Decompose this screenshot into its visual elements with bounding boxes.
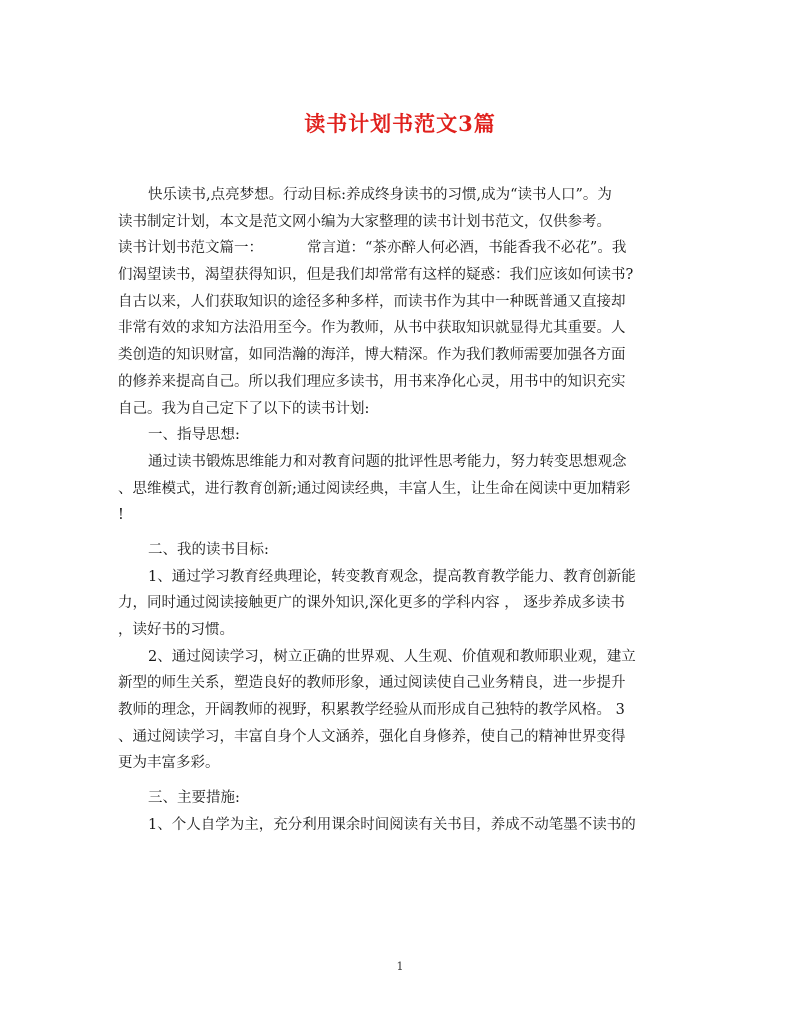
para-line: 通过读书锻炼思维能力和对教育问题的批评性思考能力，努力转变思想观念 [148,453,627,470]
goal1-line: ，读好书的习惯。 [118,622,234,638]
para-line: ! [118,507,124,524]
document-body [118,182,686,839]
goal2-line: 教师的理念，开阔教师的视野，积累教学经验从而形成自己独特的教学风格。 3 [118,702,625,719]
section1-line: 自己。我为自己定下了以下的读书计划: [118,400,370,417]
goal2-line: 更为丰富多彩。 [118,755,220,772]
heading-reading-goals: 二、我的读书目标: [148,541,269,558]
section1-line: 非常有效的求知方法沿用至今。作为教师，从书中获取知识就显得尤其重要。人 [118,320,626,337]
section1-line: 自古以来，人们获取知识的途径多种多样，而读书作为其中一种既普通又直接却 [118,293,626,310]
document-title: 读书计划书范文3篇 [304,111,496,136]
goal2-line: 新型的师生关系，塑造良好的教师形象，通过阅读使自己业务精良，进一步提升 [118,675,626,692]
goal2-line: 、通过阅读学习，丰富自身个人文涵养，强化自身修养，使自己的精神世界变得 [118,728,626,745]
section1-first-text: 常言道：“茶亦醉人何必酒，书能香我不必花”。我 [307,240,627,257]
goal1-line: 1、通过学习教育经典理论，转变教育观念，提高教育教学能力、教育创新能 [148,568,636,585]
heading-main-measures: 三、主要措施: [148,790,240,807]
section1-line: 类创造的知识财富，如同浩瀚的海洋，博大精深。作为我们教师需要加强各方面 [118,347,626,364]
para-line: 、思维模式，进行教育创新;通过阅读经典，丰富人生，让生命在阅读中更加精彩 [118,480,631,497]
goal2-line: 2、通过阅读学习，树立正确的世界观、人生观、价值观和教师职业观，建立 [148,648,636,665]
measure1-line: 1、个人自学为主，充分利用课余时间阅读有关书目，养成不动笔墨不读书的 [148,816,636,833]
section1-label: 读书计划书范文篇一： [118,240,263,257]
section1-line: 的修养来提高自己。所以我们理应多读书，用书来净化心灵，用书中的知识充实 [118,373,626,390]
section1-first-line [118,235,686,262]
intro-line: 读书制定计划，本文是范文网小编为大家整理的读书计划书范文，仅供参考。 [118,213,611,230]
goal1-line: 力，同时通过阅读接触更广的课外知识,深化更多的学科内容 ， 逐步养成多读书 [118,595,625,612]
section1-line: 们渴望读书，渴望获得知识，但是我们却常常有这样的疑惑：我们应该如何读书? [118,267,634,284]
heading-guiding-ideology: 一、指导思想: [148,427,240,444]
page-number: 1 [396,960,404,973]
intro-line: 快乐读书,点亮梦想。行动目标:养成终身读书的习惯,成为“读书人口”。为 [148,187,612,203]
